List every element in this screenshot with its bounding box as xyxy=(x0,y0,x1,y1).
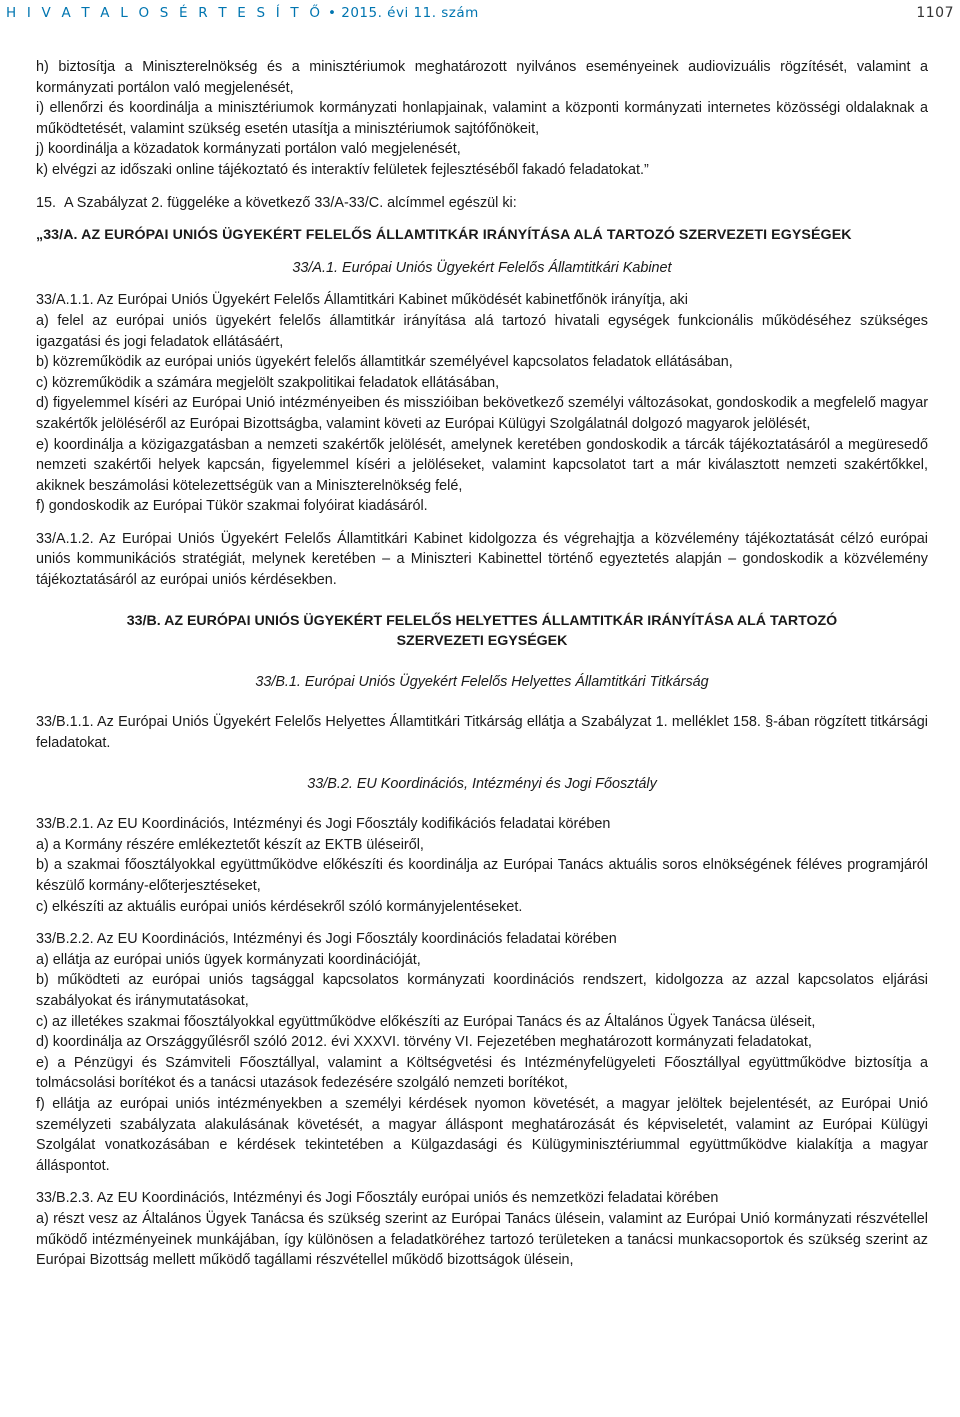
list-item: a) felel az európai uniós ügyekért felelős államtitkár irányítása alá tartozó hivatali egységek funkcionális működéséhez szükséges igazgatási és jogi feladatok ellátásáért, xyxy=(36,312,928,350)
section-b-heading-line2: SZERVEZETI EGYSÉGEK xyxy=(396,633,568,650)
paragraph-a11: 33/A.1.1. Az Európai Uniós Ügyekért Felelős Államtitkári Kabinet működését kabinetfőnök irányítja, aki xyxy=(36,292,688,309)
list-item: c) elkészíti az aktuális európai uniós kérdésekről szóló kormányjelentéseket. xyxy=(36,898,523,915)
section-b-heading-line1: 33/B. AZ EURÓPAI UNIÓS ÜGYEKÉRT FELELŐS HELYETTES ÁLLAMTITKÁR IRÁNYÍTÁSA ALÁ TARTOZÓ xyxy=(126,612,838,629)
list-item: a) ellátja az európai uniós ügyek kormányzati koordinációját, xyxy=(36,951,421,968)
paragraph-b22: 33/B.2.2. Az EU Koordinációs, Intézményi és Jogi Főosztály koordinációs feladatai körében xyxy=(36,931,617,948)
paragraph-b21: 33/B.2.1. Az EU Koordinációs, Intézményi és Jogi Főosztály kodifikációs feladatai körében xyxy=(36,816,611,833)
section-b2-subheading: 33/B.2. EU Koordinációs, Intézményi és Jogi Főosztály xyxy=(307,775,657,792)
section-a1-subheading: 33/A.1. Európai Uniós Ügyekért Felelős Államtitkári Kabinet xyxy=(292,259,672,276)
journal-title xyxy=(6,5,479,21)
list-item: f) gondoskodik az Európai Tükör szakmai folyóirat kiadásáról. xyxy=(36,498,428,515)
paragraph-b23: 33/B.2.3. Az EU Koordinációs, Intézményi és Jogi Főosztály európai uniós és nemzetközi feladatai körében xyxy=(36,1190,719,1207)
list-item: b) közreműködik az európai uniós ügyekért felelős államtitkár személyével kapcsolatos feladatok ellátásában, xyxy=(36,354,733,371)
list-item: a) a Kormány részére emlékeztetőt készít az EKTB üléseiről, xyxy=(36,836,424,853)
item-h: h) biztosítja a Miniszterelnökség és a minisztériumok meghatározott nyilvános eseményeinek audiovizuális rögzítését, valamint a kormányzati portálon való megjelenését, xyxy=(36,59,928,96)
section-b1-subheading: 33/B.1. Európai Uniós Ügyekért Felelős Helyettes Államtitkári Titkárság xyxy=(255,673,709,690)
page-number: 1107 xyxy=(916,5,954,21)
list-item: b) működteti az európai uniós tagsággal kapcsolatos kormányzati koordinációs rendszert, kidolgozza az azzal kapcsolatos eljárási szabályokat és iránymutatásokat, xyxy=(36,972,928,1009)
paragraph-b11: 33/B.1.1. Az Európai Uniós Ügyekért Felelős Helyettes Államtitkári Titkárság ellátja a Szabályzat 1. melléklet 158. §-ában rögzített titkársági feladatokat. xyxy=(36,714,928,752)
document-body xyxy=(36,57,928,1271)
issue-date: 2015. évi 11. szám xyxy=(341,5,479,21)
amendment-15 xyxy=(36,193,928,214)
section-a-heading: „33/A. AZ EURÓPAI UNIÓS ÜGYEKÉRT FELELŐS ÁLLAMTITKÁR IRÁNYÍTÁSA ALÁ TARTOZÓ SZERVEZETI EGYSÉGEK xyxy=(36,227,852,244)
item-i: i) ellenőrzi és koordinálja a minisztériumok kormányzati honlapjainak, valamint a központi kormányzati internetes közösségi oldalaknak a működtetését, valamint szükség esetén utasítja a minisztériumok sajtófőnökeit, xyxy=(36,100,928,137)
list-item: b) a szakmai főosztályokkal együttműködve előkészíti és koordinálja az Európai Tanács aktuális soros elnökségének féléves programjáról készülő kormány-előterjesztéseket, xyxy=(36,857,928,894)
running-header xyxy=(0,0,960,26)
list-item: c) közreműködik a számára megjelölt szakpolitikai feladatok ellátásában, xyxy=(36,374,500,391)
list-item: c) az illetékes szakmai főosztályokkal együttműködve előkészíti az Európai Tanács és az Általános Ügyek Tanácsa üléseit, xyxy=(36,1013,816,1030)
list-item: e) a Pénzügyi és Számviteli Főosztállyal, valamint a Költségvetési és Intézményfelügyeleti Főosztállyal együttműködve biztosítja a tolmácsolási borítékot és a tanácsi utazások fedezésére szolgáló nemzeti borítékot, xyxy=(36,1054,928,1092)
amendment-text: A Szabályzat 2. függeléke a következő 33/A-33/C. alcímmel egészül ki: xyxy=(64,194,517,211)
header-bullet: • xyxy=(327,5,337,21)
list-item: a) részt vesz az Általános Ügyek Tanácsa és szükség szerint az Európai Tanács ülésein, valamint az Európai Unió kormányzati részvétellel működő intézményeinek munkájában, így különösen a feladatköréhez tartozó területeken a tanácsi munkacsoportok és szükség szerint az Európai Bizottság mellett működő tagállami részvétellel működő bizottságok ülésein, xyxy=(36,1210,928,1269)
paragraph-a12: 33/A.1.2. Az Európai Uniós Ügyekért Felelős Államtitkári Kabinet kidolgozza és végrehajtja a közvélemény tájékoztatását célzó európai uniós kommunikációs stratégiát, melynek keretében – a Miniszteri Kabinettel történő egyeztetés alapján – gondoskodik a közvélemény tájékoztatásáról az európai uniós kérdésekben. xyxy=(36,530,928,589)
list-item: d) figyelemmel kíséri az Európai Unió intézményeiben és misszióiban bekövetkező személyi változásokat, gondoskodik a megfelelő magyar szakértők jelöléséről az Európai Bizottságba, valamint követi az Európai Külügyi Szolgálatnál dolgozó magyarok jelölését, xyxy=(36,395,928,432)
list-item: d) koordinálja az Országgyűlésről szóló 2012. évi XXXVI. törvény VI. Fejezetében meghatározott kormányzati feladatokat, xyxy=(36,1034,812,1051)
item-k: k) elvégzi az időszaki online tájékoztató és interaktív felületek fejlesztéséből fakadó feladatokat.” xyxy=(36,161,649,178)
journal-name: H I V A T A L O S É R T E S Í T Ő xyxy=(6,5,324,21)
list-item: e) koordinálja a közigazgatásban a nemzeti szakértők jelölését, amelynek keretében gondoskodik a tárcák tájékoztatásáról a megüresedő nemzeti szakértői helyek kapcsán, figyelemmel kíséri a jelöléseket, valamint kapcsolatot tart a már kiválasztott nemzeti szakértőkkel, akiknek beszámolási kötelezettségük van a Miniszterelnökség felé, xyxy=(36,436,928,494)
amendment-number: 15. xyxy=(36,194,57,211)
item-j: j) koordinálja a közadatok kormányzati portálon való megjelenését, xyxy=(36,141,461,158)
list-item: f) ellátja az európai uniós intézményekben a személyi kérdések nyomon követését, a magyar jelöltek bejelentését, az Európai Unió személyzeti szabályzata alakulásának követését, a magyar álláspont meghatározását és képviseletét, valamint az Európai Külügyi Szolgálat vonatkozásában e kérdések tekintetében a Külgazdasági és Külügyminisztériummal együttműködve kialakítja a magyar álláspontot. xyxy=(36,1095,928,1174)
